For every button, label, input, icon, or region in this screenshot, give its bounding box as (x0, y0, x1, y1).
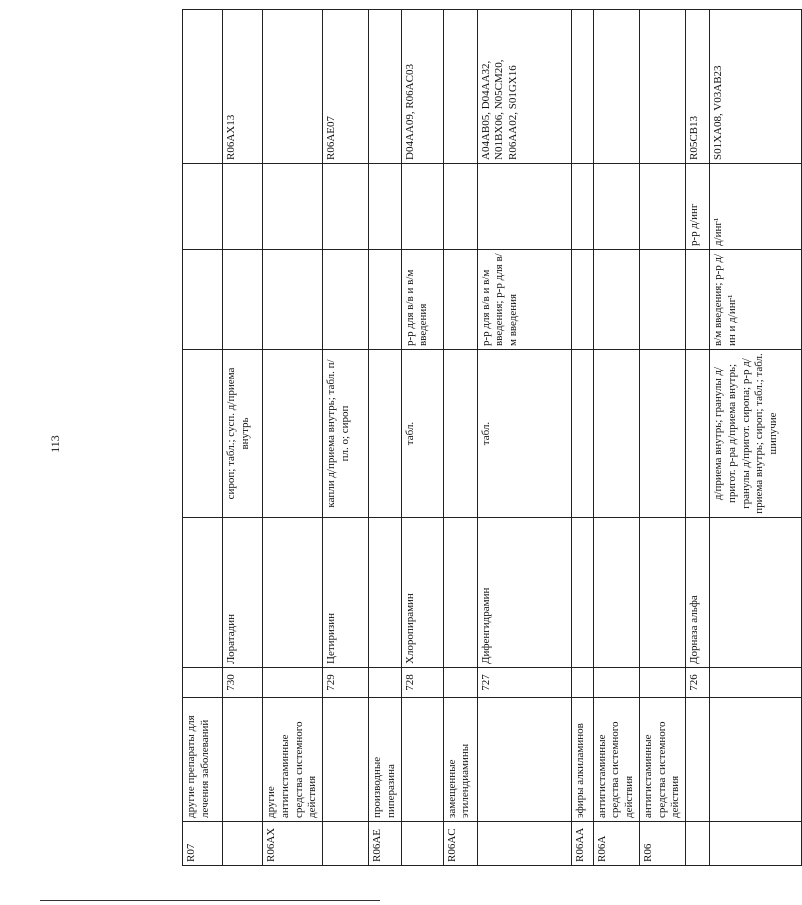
atc-codes-cell (263, 10, 323, 164)
atc-code-cell: R06AA (571, 822, 593, 866)
table-row (263, 10, 323, 866)
atc-code-cell: R06AX (263, 822, 323, 866)
group-name-cell (401, 698, 443, 822)
item-number-cell (369, 668, 402, 698)
dosage-forms-cell (443, 350, 477, 518)
dosage-forms-cell (183, 350, 223, 518)
atc-codes-cell: D04AA09, R06AC03 (401, 10, 443, 164)
atc-code-cell: R06A (593, 822, 639, 866)
item-number-cell (263, 668, 323, 698)
item-number-cell: 729 (323, 668, 369, 698)
atc-codes-cell (593, 10, 639, 164)
group-name-cell (323, 698, 369, 822)
dosage-forms-injection-cell (639, 250, 685, 350)
group-name-cell: эфиры алкиламинов (571, 698, 593, 822)
dosage-forms-injection-cell (593, 250, 639, 350)
dosage-forms-cell: табл. (477, 350, 571, 518)
rotated-table-container (182, 10, 779, 866)
atc-codes-cell: R05CB13 (686, 10, 710, 164)
item-number-cell (183, 668, 223, 698)
atc-code-cell: R06AE (369, 822, 402, 866)
atc-codes-cell: R06AE07 (323, 10, 369, 164)
dosage-forms-injection-cell (263, 250, 323, 350)
item-number-cell: 728 (401, 668, 443, 698)
table-row (401, 10, 443, 866)
atc-code-cell (710, 822, 802, 866)
drug-table (182, 9, 802, 866)
item-number-cell: 726 (686, 668, 710, 698)
drug-name-cell: Лоратадин (223, 518, 263, 668)
item-number-cell: 727 (477, 668, 571, 698)
atc-code-cell: R06 (639, 822, 685, 866)
atc-code-cell: R06AC (443, 822, 477, 866)
group-name-cell: другие антигистаминные средства системного действия (263, 698, 323, 822)
dosage-forms-inhalation-cell (571, 164, 593, 250)
group-name-cell: другие препараты для лечения заболеваний (183, 698, 223, 822)
dosage-forms-injection-cell (369, 250, 402, 350)
atc-codes-cell (639, 10, 685, 164)
atc-codes-cell: S01XA08, V03AB23 (710, 10, 802, 164)
drug-name-cell: Дорназа альфа (686, 518, 710, 668)
drug-name-cell (369, 518, 402, 668)
group-name-cell: замещенные этилендиамины (443, 698, 477, 822)
dosage-forms-injection-cell: р-р для в/в и в/м введения (401, 250, 443, 350)
dosage-forms-cell: д/приема внутрь; гранулы д/пригот. р-ра д/приема внутрь; гранулы д/пригот. сиропа; р-р д/приема внутрь; сироп; табл.; табл. шипучие (710, 350, 802, 518)
table-row (369, 10, 402, 866)
atc-code-cell (323, 822, 369, 866)
dosage-forms-injection-cell (323, 250, 369, 350)
table-row (323, 10, 369, 866)
drug-name-cell (593, 518, 639, 668)
dosage-forms-inhalation-cell (593, 164, 639, 250)
atc-codes-cell (571, 10, 593, 164)
dosage-forms-inhalation-cell (639, 164, 685, 250)
drug-name-cell: Цетиризин (323, 518, 369, 668)
drug-name-cell (571, 518, 593, 668)
drug-name-cell (263, 518, 323, 668)
atc-code-cell (477, 822, 571, 866)
table-row (443, 10, 477, 866)
atc-code-cell: R07 (183, 822, 223, 866)
page-number: 113 (48, 435, 62, 453)
dosage-forms-inhalation-cell (477, 164, 571, 250)
dosage-forms-injection-cell: в/м введения; р-р д/ин и д/инг¹ (710, 250, 802, 350)
drug-name-cell (183, 518, 223, 668)
dosage-forms-injection-cell: р-р для в/в и в/м введения; р-р для в/м введения (477, 250, 571, 350)
drug-name-cell (639, 518, 685, 668)
group-name-cell: антигистаминные средства системного действия (593, 698, 639, 822)
group-name-cell (686, 698, 710, 822)
group-name-cell: антигистаминные средства системного действия (639, 698, 685, 822)
dosage-forms-cell: капли д/приема внутрь; табл. п/пл. о; сироп (323, 350, 369, 518)
dosage-forms-inhalation-cell (323, 164, 369, 250)
item-number-cell (571, 668, 593, 698)
atc-codes-cell: A04AB05, D04AA32, N01BX06, N05CM20, R06AA02, S01GX16 (477, 10, 571, 164)
dosage-forms-cell (571, 350, 593, 518)
group-name-cell: производные пиперазина (369, 698, 402, 822)
dosage-forms-injection-cell (686, 250, 710, 350)
item-number-cell: 730 (223, 668, 263, 698)
dosage-forms-inhalation-cell (401, 164, 443, 250)
table-row (223, 10, 263, 866)
drug-name-cell (443, 518, 477, 668)
table-row (639, 10, 685, 866)
dosage-forms-inhalation-cell (263, 164, 323, 250)
group-name-cell (477, 698, 571, 822)
dosage-forms-injection-cell (223, 250, 263, 350)
dosage-forms-inhalation-cell (443, 164, 477, 250)
group-name-cell (223, 698, 263, 822)
dosage-forms-cell (369, 350, 402, 518)
atc-codes-cell: R06AX13 (223, 10, 263, 164)
atc-codes-cell (369, 10, 402, 164)
dosage-forms-cell (593, 350, 639, 518)
item-number-cell (639, 668, 685, 698)
drug-name-cell: Хлоропирамин (401, 518, 443, 668)
table-row (710, 10, 802, 866)
footnote-separator (40, 900, 380, 901)
dosage-forms-injection-cell (443, 250, 477, 350)
atc-codes-cell (443, 10, 477, 164)
atc-code-cell (686, 822, 710, 866)
dosage-forms-cell (639, 350, 685, 518)
table-row (183, 10, 223, 866)
atc-code-cell (223, 822, 263, 866)
item-number-cell (443, 668, 477, 698)
dosage-forms-inhalation-cell (223, 164, 263, 250)
atc-codes-cell (183, 10, 223, 164)
table-row (686, 10, 710, 866)
dosage-forms-cell: табл. (401, 350, 443, 518)
item-number-cell (593, 668, 639, 698)
table-row (593, 10, 639, 866)
table-row (571, 10, 593, 866)
item-number-cell (710, 668, 802, 698)
dosage-forms-injection-cell (183, 250, 223, 350)
dosage-forms-cell (263, 350, 323, 518)
drug-name-cell (710, 518, 802, 668)
dosage-forms-inhalation-cell (369, 164, 402, 250)
dosage-forms-inhalation-cell: д/инг¹ (710, 164, 802, 250)
table-row (477, 10, 571, 866)
dosage-forms-inhalation-cell (183, 164, 223, 250)
dosage-forms-inhalation-cell: р-р д/инг (686, 164, 710, 250)
dosage-forms-injection-cell (571, 250, 593, 350)
dosage-forms-cell (686, 350, 710, 518)
dosage-forms-cell: сироп; табл.; сусп. д/приема внутрь (223, 350, 263, 518)
group-name-cell (710, 698, 802, 822)
drug-name-cell: Дифенгидрамин (477, 518, 571, 668)
atc-code-cell (401, 822, 443, 866)
